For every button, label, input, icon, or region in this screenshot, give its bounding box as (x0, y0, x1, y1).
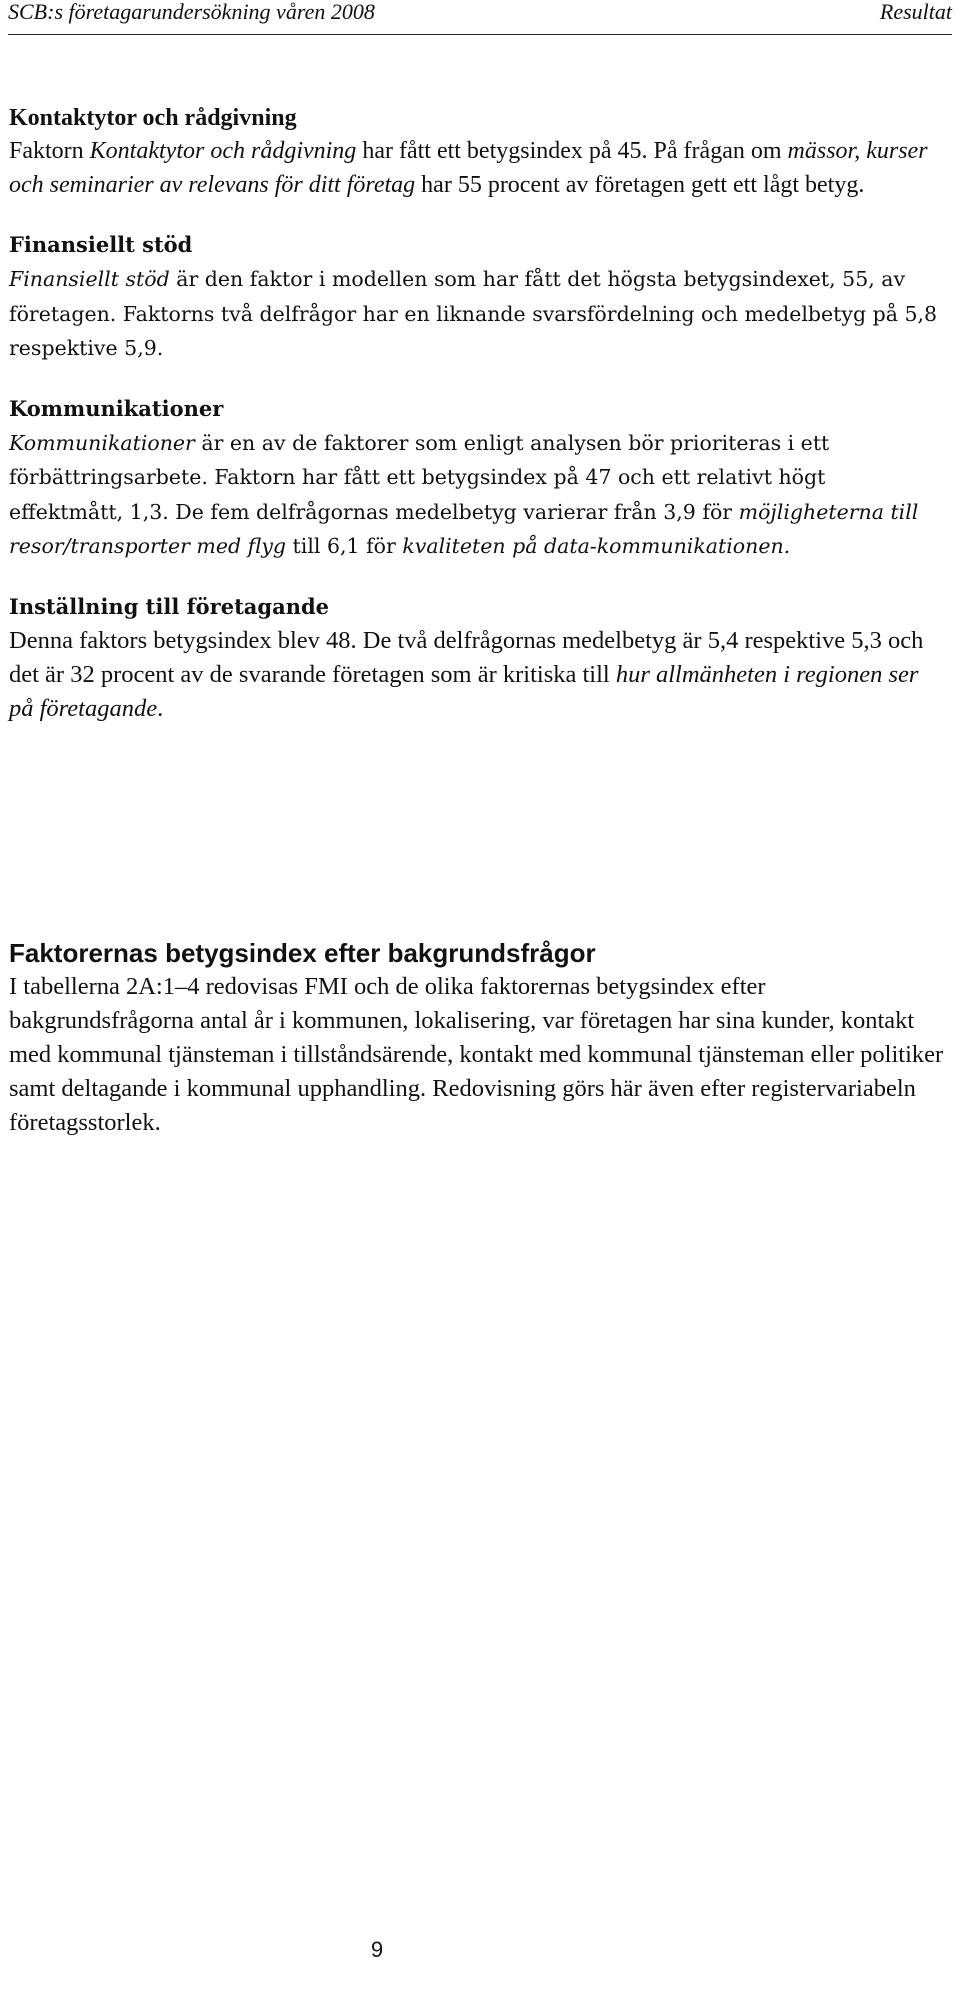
text-run: har fått ett betygsindex på 45. På frågan om (356, 138, 788, 164)
section-heading: Kontaktytor och rådgivning (9, 105, 297, 131)
header-section-label: Resultat (879, 0, 952, 24)
page-header (8, 0, 952, 35)
section-paragraph (9, 134, 944, 202)
section-paragraph (9, 262, 944, 366)
section-heading: Inställning till företagande (9, 593, 330, 619)
section-bakgrundsfragor (9, 936, 954, 1140)
text-run: . (157, 694, 164, 722)
text-run-italic: möjligheterna till resor/transporter med flyg (9, 499, 919, 558)
main-content (9, 103, 944, 752)
major-heading: Faktorernas betygsindex efter bakgrundsfrågor (9, 938, 596, 968)
text-run: är den faktor i modellen som har fått det högsta betygsindexet, 55, av företagen. Faktorns två delfrågor har en liknande svarsfördelning och medelbetyg på 5,8 respektive 5,9. (9, 267, 938, 360)
text-run: har 55 procent av företagen gett ett lågt betyg. (415, 172, 865, 198)
text-run-italic: Kontaktytor och rådgivning (89, 138, 357, 164)
section-kontaktytor (9, 103, 944, 202)
section-heading: Finansiellt stöd (9, 232, 193, 257)
text-run-italic: hur allmänheten i regionen ser på företagande (9, 660, 919, 722)
section-heading: Kommunikationer (9, 395, 224, 421)
section-finansiellt-stod (9, 228, 944, 366)
text-run: Faktorn (9, 138, 90, 164)
section-paragraph (9, 426, 944, 564)
section-paragraph: I tabellerna 2A:1–4 redovisas FMI och de olika faktorernas betygsindex efter bakgrundsfrågorna antal år i kommunen, lokalisering, var företagen har sina kunder, kontakt med kommunal tjänsteman i tillståndsärende, kontakt med kommunal tjänsteman eller politiker samt deltagande i kommunal upphandling. Redovisning görs här även efter registervariabeln företagsstorlek. (9, 973, 944, 1136)
text-run-italic: Finansiellt stöd (9, 267, 170, 291)
text-run-italic: mässor, kurser och seminarier av relevans för ditt företag (9, 138, 928, 198)
section-kommunikationer (9, 392, 944, 564)
header-document-title: SCB:s företagarundersökning våren 2008 (8, 0, 375, 24)
text-run: är en av de faktorer som enligt analysen bör prioriteras i ett förbättringsarbete. Faktorn har fått ett betygsindex på 47 och ett relativt högt effektmått, 1,3. De fem delfrågornas medelbetyg varierar från 3,9 för (9, 430, 830, 524)
text-run: Denna faktors betygsindex blev 48. De två delfrågornas medelbetyg är 5,4 respektive 5,3 och det är 32 procent av de svarande företagen som är kritiska till (9, 626, 924, 688)
section-installning (9, 590, 944, 726)
text-run-italic: Kommunikationer (9, 430, 195, 455)
section-paragraph (9, 624, 944, 726)
text-run: till 6,1 för (286, 534, 403, 558)
page-number: 9 (370, 1937, 384, 1962)
text-run-italic: kvaliteten på data-kommunikationen. (402, 534, 791, 558)
